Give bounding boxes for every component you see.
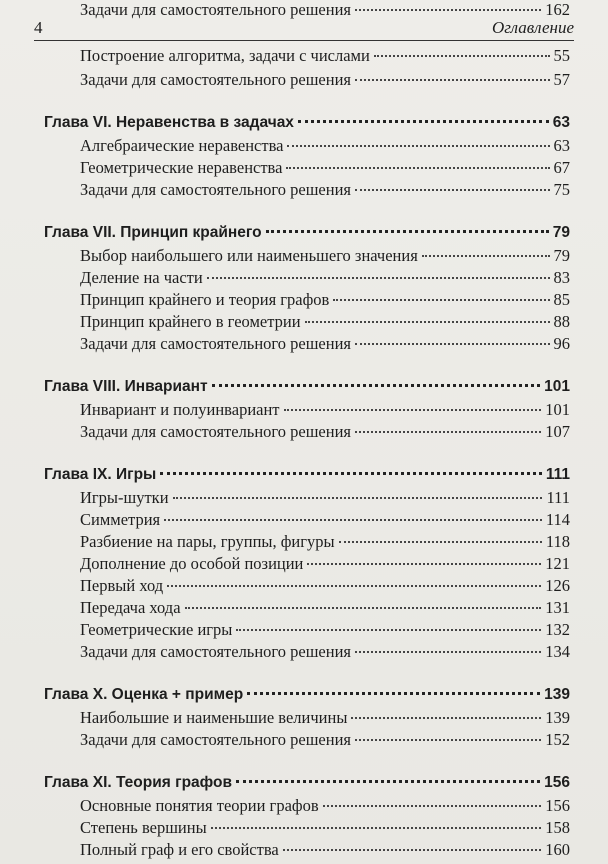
toc-section-row — [80, 576, 570, 598]
toc-section-row — [80, 180, 570, 202]
dot-leader — [355, 651, 541, 653]
toc-entry-title: Глава XI. Теория графов — [44, 774, 233, 791]
dot-leader — [287, 145, 549, 147]
toc-section-row — [80, 796, 570, 818]
toc-section-row — [80, 400, 570, 422]
dot-leader — [212, 384, 541, 387]
toc-entry-title: Задачи для самостоятельного решения — [80, 0, 351, 19]
toc-chapter-row — [44, 686, 570, 708]
toc-entry-page: 63 — [553, 136, 570, 155]
toc-section-row — [80, 268, 570, 290]
dot-leader — [305, 321, 550, 323]
toc-chapter-row — [44, 114, 570, 136]
toc-entry-title: Основные понятия теории графов — [80, 796, 319, 815]
dot-leader — [355, 739, 541, 741]
toc-entry-page: 139 — [544, 686, 570, 703]
toc-entry-page: 57 — [553, 70, 570, 89]
toc-entry-page: 139 — [545, 708, 570, 727]
dot-leader — [422, 255, 550, 257]
toc-entry-title: Принцип крайнего и теория графов — [80, 290, 330, 309]
toc-entry-title: Дополнение до особой позиции — [80, 554, 304, 573]
toc-entry-title: Игры-шутки — [80, 488, 169, 507]
page-number: 4 — [34, 18, 43, 37]
dot-leader — [236, 780, 540, 783]
dot-leader — [355, 9, 541, 11]
toc-section-row — [80, 840, 570, 862]
toc-entry-page: 111 — [546, 488, 570, 507]
toc-entry-page: 126 — [545, 576, 570, 595]
toc-entry-page: 121 — [545, 554, 570, 573]
toc-section-row — [80, 598, 570, 620]
dot-leader — [236, 629, 541, 631]
running-head: Оглавление — [491, 18, 574, 37]
dot-leader — [355, 343, 550, 345]
toc-entry-page: 55 — [553, 46, 570, 65]
toc-section-row — [80, 642, 570, 664]
toc-entry-title: Выбор наибольшего или наименьшего значения — [80, 246, 418, 265]
toc-entry-title: Степень вершины — [80, 818, 207, 837]
toc-section-row — [80, 0, 570, 22]
toc-entry-title: Задачи для самостоятельного решения — [80, 70, 351, 89]
toc-entry-page: 85 — [553, 290, 570, 309]
toc-entry-page: 88 — [553, 312, 570, 331]
toc-entry-page: 63 — [552, 114, 570, 131]
toc-entry-title: Геометрические неравенства — [80, 158, 283, 177]
toc-section-row — [80, 532, 570, 554]
toc-entry-title: Задачи для самостоятельного решения — [80, 334, 351, 353]
toc-entry-title: Наибольшие и наименьшие величины — [80, 708, 348, 727]
dot-leader — [185, 607, 542, 609]
toc-entry-page: 96 — [553, 334, 570, 353]
toc-entry-page: 107 — [545, 422, 570, 441]
toc-section-row — [80, 70, 570, 92]
toc-entry-page: 67 — [553, 158, 570, 177]
toc-entry-title: Задачи для самостоятельного решения — [80, 180, 351, 199]
toc-section-row — [80, 46, 570, 68]
toc-entry-title: Глава X. Оценка + пример — [44, 686, 244, 703]
dot-leader — [374, 55, 550, 57]
toc-entry-page: 75 — [553, 180, 570, 199]
toc-entry-title: Задачи для самостоятельного решения — [80, 730, 351, 749]
toc-chapter-row — [44, 774, 570, 796]
dot-leader — [355, 79, 550, 81]
dot-leader — [323, 805, 542, 807]
toc-entry-title: Задачи для самостоятельного решения — [80, 642, 351, 661]
toc-entry-title: Разбиение на пары, группы, фигуры — [80, 532, 335, 551]
dot-leader — [333, 299, 549, 301]
toc-entry-page: 158 — [545, 818, 570, 837]
dot-leader — [351, 717, 541, 719]
toc-entry-title: Деление на части — [80, 268, 203, 287]
toc-chapter-row — [44, 466, 570, 488]
toc-entry-title: Передача хода — [80, 598, 181, 617]
toc-entry-page: 79 — [552, 224, 570, 241]
toc-section-row — [80, 312, 570, 334]
toc-chapter-row — [44, 224, 570, 246]
toc-section-row — [80, 620, 570, 642]
toc-entry-page: 156 — [544, 774, 570, 791]
toc-section-row — [80, 422, 570, 444]
toc-section-row — [80, 334, 570, 356]
dot-leader — [339, 541, 542, 543]
toc-entry-title: Глава VI. Неравенства в задачах — [44, 114, 294, 131]
toc-entry-page: 101 — [545, 400, 570, 419]
toc-entry-title: Построение алгоритма, задачи с числами — [80, 46, 370, 65]
toc-section-row — [80, 708, 570, 730]
dot-leader — [173, 497, 543, 499]
toc-chapter-row — [44, 378, 570, 400]
toc-entry-page: 118 — [545, 532, 570, 551]
toc-entry-title: Инвариант и полуинвариант — [80, 400, 280, 419]
toc-section-row — [80, 818, 570, 840]
toc-entry-page: 162 — [545, 0, 570, 19]
toc-entry-title: Задачи для самостоятельного решения — [80, 422, 351, 441]
dot-leader — [284, 409, 542, 411]
toc-entry-page: 134 — [545, 642, 570, 661]
toc-section-row — [80, 510, 570, 532]
toc-section-row — [80, 488, 570, 510]
dot-leader — [207, 277, 550, 279]
toc-entry-title: Глава VII. Принцип крайнего — [44, 224, 262, 241]
toc-entry-title: Геометрические игры — [80, 620, 233, 639]
toc-entry-page: 131 — [545, 598, 570, 617]
toc-entry-title: Глава VIII. Инвариант — [44, 378, 208, 395]
toc-section-row — [80, 158, 570, 180]
dot-leader — [167, 585, 541, 587]
toc-entry-page: 79 — [553, 246, 570, 265]
toc-section-row — [80, 246, 570, 268]
dot-leader — [283, 849, 542, 851]
toc-section-row — [80, 554, 570, 576]
dot-leader — [266, 230, 549, 233]
toc-entry-title: Принцип крайнего в геометрии — [80, 312, 301, 331]
toc-entry-page: 156 — [545, 796, 570, 815]
toc-entry-title: Полный граф и его свойства — [80, 840, 279, 859]
dot-leader — [247, 692, 540, 695]
toc-entry-title: Алгебраические неравенства — [80, 136, 284, 155]
dot-leader — [355, 189, 550, 191]
dot-leader — [298, 120, 549, 123]
toc-entry-title: Первый ход — [80, 576, 164, 595]
dot-leader — [211, 827, 542, 829]
toc-entry-title: Симметрия — [80, 510, 161, 529]
toc-entry-page: 83 — [553, 268, 570, 287]
dot-leader — [160, 472, 542, 475]
toc-entry-page: 101 — [544, 378, 570, 395]
toc-entry-page: 152 — [545, 730, 570, 749]
toc-section-row — [80, 290, 570, 312]
toc-entry-page: 132 — [545, 620, 570, 639]
toc-entry-page: 114 — [545, 510, 570, 529]
dot-leader — [286, 167, 549, 169]
toc-section-row — [80, 136, 570, 158]
dot-leader — [164, 519, 542, 521]
toc-entry-page: 160 — [545, 840, 570, 859]
dot-leader — [355, 431, 541, 433]
dot-leader — [307, 563, 541, 565]
toc-section-row — [80, 730, 570, 752]
toc-entry-title: Глава IX. Игры — [44, 466, 157, 483]
toc-entry-page: 111 — [545, 466, 570, 483]
